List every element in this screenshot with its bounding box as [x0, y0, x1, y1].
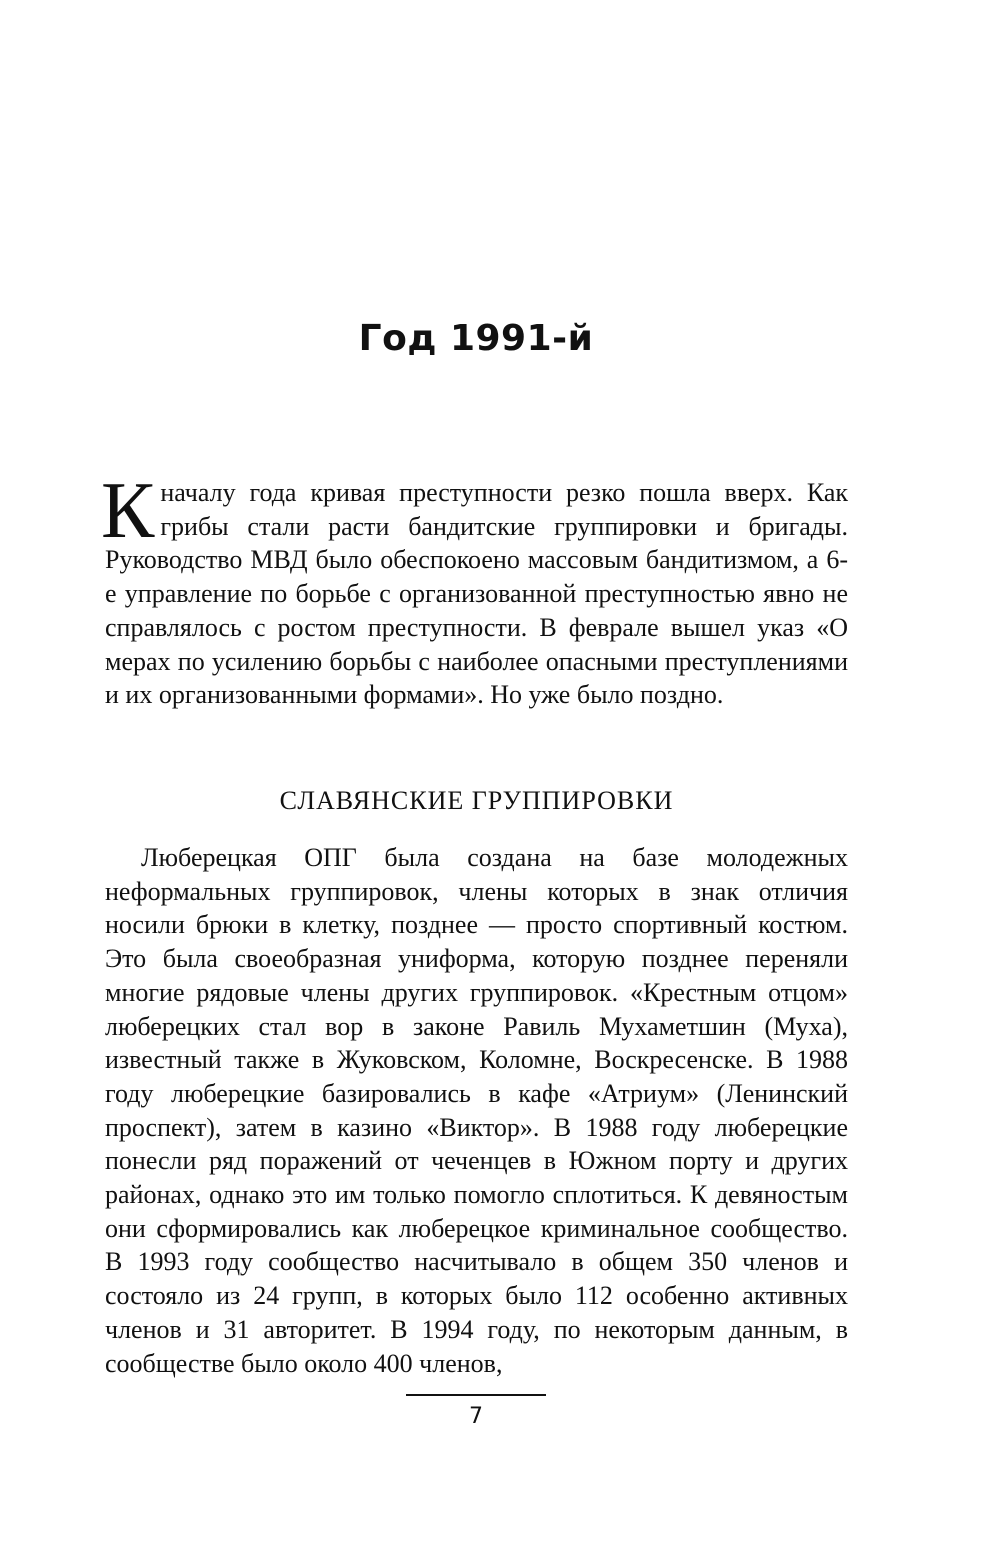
- section-heading: СЛАВЯНСКИЕ ГРУППИРОВКИ: [279, 786, 674, 815]
- intro-paragraph: [101, 467, 848, 712]
- chapter-title: Год 1991-й: [358, 318, 594, 359]
- footer-rule: [406, 1394, 546, 1396]
- drop-cap: К: [101, 467, 155, 555]
- body-paragraph: Люберецкая ОПГ была создана на базе молодежных неформальных группировок, члены которых в знак отличия носили брюки в клетку, позднее — просто спортивный костюм. Это была своеобразная униформа, которую позднее переняли многие рядовые члены других группировок. «Крестным отцом» люберецких стал вор в законе Равиль Мухаметшин (Муха), известный также в Жуковском, Коломне, Воскресенске. В 1988 году люберецкие базировались в кафе «Атриум» (Ленинский проспект), затем в казино «Виктор». В 1988 году люберецкие понесли ряд поражений от чеченцев в Южном порту и других районах, однако это им только помогло сплотиться. К девяностым они сформировались как люберецкое криминальное сообщество. В 1993 году сообщество насчитывало в общем 350 членов и состояло из 24 групп, в которых было 112 особенно активных членов и 31 авторитет. В 1994 году, по некоторым данным, в сообществе было около 400 членов,: [105, 843, 848, 1378]
- page-number: 7: [469, 1404, 483, 1429]
- intro-text: началу года кривая преступности резко пошла вверх. Как грибы стали расти бандитские группировки и бригады. Руководство МВД было обеспокоено массовым бандитизмом, а 6-е управление по борьбе с организованной преступностью явно не справлялось с ростом преступности. В феврале вышел указ «О мерах по усилению борьбы с наиболее опасными преступлениями и их организованными формами». Но уже было поздно.: [105, 478, 848, 710]
